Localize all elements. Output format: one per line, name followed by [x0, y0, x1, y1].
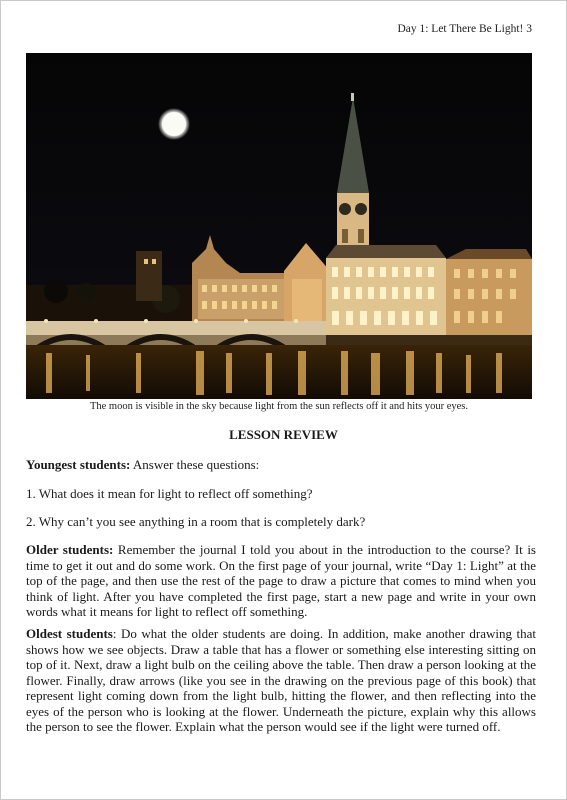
- oldest-students-paragraph: [26, 626, 536, 735]
- older-students-text: Remember the journal I told you about in the introduction to the course? It is time to get it out and do some work. On the first page of your journal, write “Day 1: Light” at the top of the page, and then use the rest of the page to draw a picture that comes to mind when you think of light. After you have completed the first page, start a new page and write in your own words what it means for light to reflect off something.: [26, 542, 536, 619]
- older-students-paragraph: [26, 542, 536, 620]
- youngest-students-intro: [26, 457, 536, 473]
- river: [26, 345, 532, 399]
- running-header: Day 1: Let There Be Light! 3: [397, 23, 532, 35]
- youngest-students-text: Answer these questions:: [130, 457, 260, 472]
- youngest-students-label: Youngest students:: [26, 457, 131, 472]
- night-city-photo: [26, 53, 532, 399]
- photo-caption: The moon is visible in the sky because light from the sun reflects off it and hits your eyes.: [89, 401, 469, 412]
- oldest-students-text: : Do what the older students are doing. In addition, make another drawing that shows how we see objects. Draw a table that has a flower or something else interesting sitting on top of it. Next, draw a light bulb on the ceiling above the table. Then draw a person looking at the flower. Finally, draw arrows (like you see in the drawing on the previous page of this book) that represent light coming down from the light bulb, hitting the flower, and then reflecting into the eyes of the person who is looking at the flower. Underneath the picture, explain why this allows the person to see the flower. Explain what the person would see if the light were turned off.: [26, 626, 536, 734]
- question-1: 1. What does it mean for light to reflect off something?: [26, 486, 313, 501]
- oldest-students-label: Oldest students: [26, 626, 113, 641]
- lesson-review-heading: LESSON REVIEW: [229, 427, 338, 442]
- older-students-label: Older students:: [26, 542, 114, 557]
- question-2: 2. Why can’t you see anything in a room that is completely dark?: [26, 514, 366, 529]
- photo-illustration: [26, 53, 532, 399]
- bridge: [26, 321, 326, 335]
